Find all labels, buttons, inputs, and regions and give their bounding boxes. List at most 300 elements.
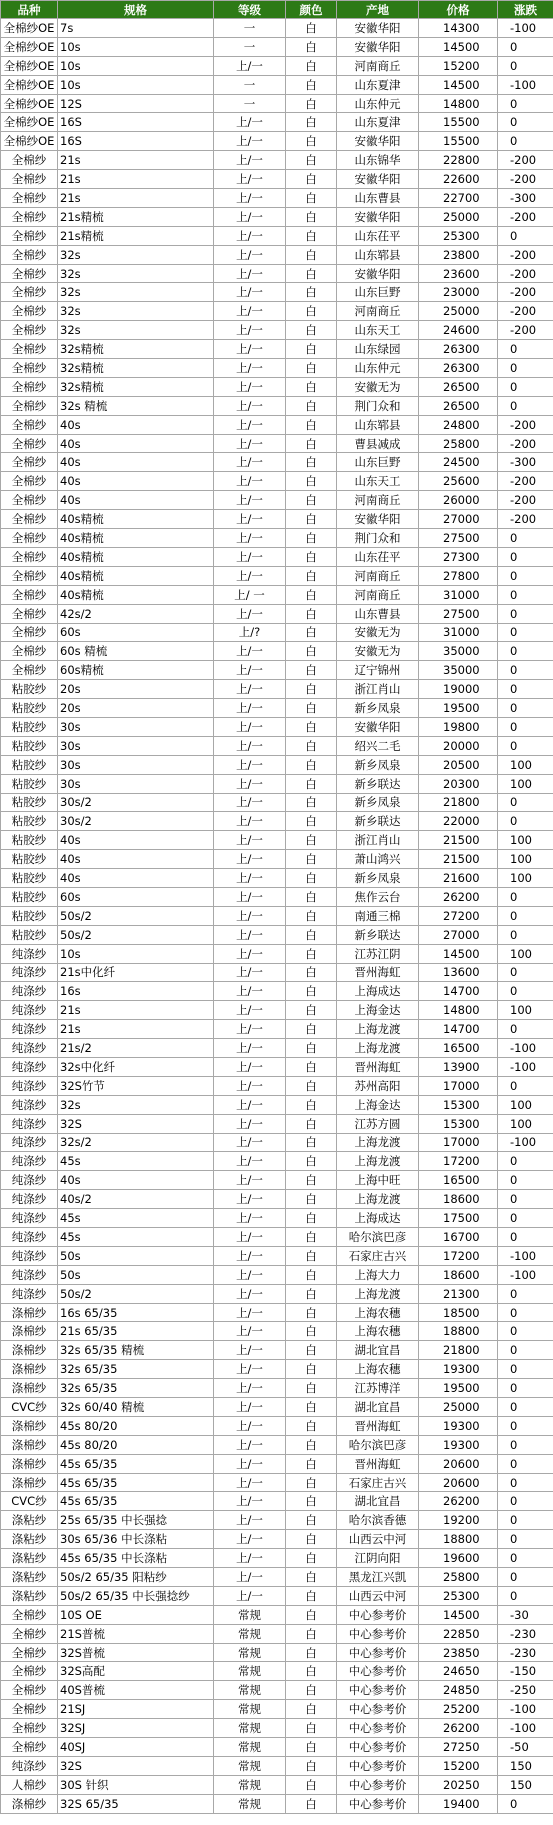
cell-variety: 全棉纱OE <box>1 19 58 38</box>
cell-price: 22000 <box>419 812 498 831</box>
cell-color: 白 <box>286 321 337 340</box>
cell-grade: 上/ 一 <box>214 585 286 604</box>
cell-spec: 40s <box>58 453 214 472</box>
cell-variety: 全棉纱 <box>1 642 58 661</box>
cell-variety: 全棉纱OE <box>1 75 58 94</box>
cell-color: 白 <box>286 1473 337 1492</box>
cell-change: 0 <box>498 359 553 378</box>
cell-origin: 河南商丘 <box>337 302 419 321</box>
table-row <box>1 1662 553 1681</box>
cell-price: 21500 <box>419 850 498 869</box>
table-row <box>1 1265 553 1284</box>
cell-grade: 上/一 <box>214 1228 286 1247</box>
cell-color: 白 <box>286 1794 337 1813</box>
cell-price: 23600 <box>419 264 498 283</box>
cell-variety: 纯涤纱 <box>1 1039 58 1058</box>
header-variety: 品种 <box>1 1 58 19</box>
cell-origin: 山东天工 <box>337 472 419 491</box>
table-row <box>1 1209 553 1228</box>
cell-color: 白 <box>286 1681 337 1700</box>
cell-variety: 涤棉纱 <box>1 1341 58 1360</box>
table-row <box>1 887 553 906</box>
cell-color: 白 <box>286 717 337 736</box>
cell-color: 白 <box>286 869 337 888</box>
cell-origin: 安徽华阳 <box>337 264 419 283</box>
cell-origin: 新乡凤泉 <box>337 793 419 812</box>
cell-price: 13900 <box>419 1057 498 1076</box>
cell-price: 20000 <box>419 736 498 755</box>
cell-grade: 上/一 <box>214 359 286 378</box>
cell-grade: 上/一 <box>214 1549 286 1568</box>
table-row <box>1 19 553 38</box>
cell-change: 0 <box>498 793 553 812</box>
cell-color: 白 <box>286 1322 337 1341</box>
cell-spec: 30s 65/36 中长涤粘 <box>58 1530 214 1549</box>
table-row <box>1 1775 553 1794</box>
cell-price: 23000 <box>419 283 498 302</box>
cell-color: 白 <box>286 529 337 548</box>
cell-origin: 中心参考价 <box>337 1662 419 1681</box>
cell-spec: 21s 65/35 <box>58 1322 214 1341</box>
cell-origin: 江苏方圆 <box>337 1114 419 1133</box>
cell-grade: 上/一 <box>214 189 286 208</box>
cell-grade: 上/一 <box>214 661 286 680</box>
cell-spec: 10s <box>58 75 214 94</box>
cell-price: 15300 <box>419 1095 498 1114</box>
cell-change: 0 <box>498 1303 553 1322</box>
cell-price: 24650 <box>419 1662 498 1681</box>
cell-origin: 安徽华阳 <box>337 132 419 151</box>
table-row <box>1 1379 553 1398</box>
cell-spec: 32S高配 <box>58 1662 214 1681</box>
cell-grade: 上/一 <box>214 1039 286 1058</box>
cell-variety: 粘胶纱 <box>1 699 58 718</box>
cell-change: 0 <box>498 377 553 396</box>
cell-spec: 12S <box>58 94 214 113</box>
cell-origin: 江阴向阳 <box>337 1549 419 1568</box>
cell-color: 白 <box>286 831 337 850</box>
cell-spec: 10s <box>58 944 214 963</box>
cell-variety: 涤棉纱 <box>1 1303 58 1322</box>
cell-origin: 山东巨野 <box>337 453 419 472</box>
cell-grade: 上/一 <box>214 1360 286 1379</box>
table-row <box>1 1076 553 1095</box>
cell-spec: 32S竹节 <box>58 1076 214 1095</box>
cell-price: 20600 <box>419 1454 498 1473</box>
cell-change: 0 <box>498 547 553 566</box>
cell-spec: 21S普梳 <box>58 1624 214 1643</box>
cell-price: 13600 <box>419 963 498 982</box>
cell-grade: 一 <box>214 75 286 94</box>
cell-origin: 河南商丘 <box>337 56 419 75</box>
cell-origin: 上海龙渡 <box>337 1133 419 1152</box>
cell-origin: 新乡联达 <box>337 774 419 793</box>
cell-price: 25000 <box>419 302 498 321</box>
cell-variety: 涤粘纱 <box>1 1568 58 1587</box>
cell-price: 19500 <box>419 699 498 718</box>
cell-color: 白 <box>286 1511 337 1530</box>
cell-change: -100 <box>498 1700 553 1719</box>
header-spec: 规格 <box>58 1 214 19</box>
table-row <box>1 1738 553 1757</box>
cell-origin: 中心参考价 <box>337 1700 419 1719</box>
table-row <box>1 850 553 869</box>
cell-grade: 上/一 <box>214 1379 286 1398</box>
cell-origin: 山东锦华 <box>337 151 419 170</box>
cell-variety: 全棉纱 <box>1 359 58 378</box>
table-row <box>1 623 553 642</box>
cell-grade: 上/一 <box>214 264 286 283</box>
table-row <box>1 736 553 755</box>
table-row <box>1 1039 553 1058</box>
cell-variety: 全棉纱 <box>1 302 58 321</box>
cell-change: 0 <box>498 1435 553 1454</box>
table-row <box>1 1454 553 1473</box>
cell-change: 0 <box>498 1794 553 1813</box>
table-row <box>1 1133 553 1152</box>
table-row <box>1 359 553 378</box>
cell-spec: 32s 65/35 <box>58 1379 214 1398</box>
cell-grade: 常规 <box>214 1794 286 1813</box>
cell-price: 19500 <box>419 1379 498 1398</box>
cell-spec: 40SJ <box>58 1738 214 1757</box>
table-row <box>1 189 553 208</box>
cell-spec: 60s精梳 <box>58 661 214 680</box>
cell-change: 0 <box>498 812 553 831</box>
cell-variety: 人棉纱 <box>1 1775 58 1794</box>
cell-change: 100 <box>498 774 553 793</box>
cell-grade: 上/一 <box>214 1246 286 1265</box>
cell-change: 0 <box>498 132 553 151</box>
table-row <box>1 1530 553 1549</box>
cell-origin: 安徽无为 <box>337 623 419 642</box>
cell-spec: 45s 65/35 <box>58 1454 214 1473</box>
table-row <box>1 340 553 359</box>
cell-color: 白 <box>286 585 337 604</box>
cell-variety: 纯涤纱 <box>1 982 58 1001</box>
cell-change: -200 <box>498 151 553 170</box>
cell-origin: 哈尔滨巴彦 <box>337 1228 419 1247</box>
table-header <box>1 1 553 19</box>
cell-spec: 32s精梳 <box>58 359 214 378</box>
cell-spec: 21s中化纤 <box>58 963 214 982</box>
cell-origin: 江苏博洋 <box>337 1379 419 1398</box>
cell-spec: 30s <box>58 717 214 736</box>
cell-change: -200 <box>498 415 553 434</box>
cell-color: 白 <box>286 359 337 378</box>
cell-grade: 上/一 <box>214 717 286 736</box>
cell-spec: 32s/2 <box>58 1133 214 1152</box>
table-row <box>1 793 553 812</box>
cell-spec: 40s <box>58 434 214 453</box>
cell-color: 白 <box>286 1020 337 1039</box>
cell-change: -100 <box>498 19 553 38</box>
cell-origin: 中心参考价 <box>337 1719 419 1738</box>
cell-origin: 新乡凤泉 <box>337 869 419 888</box>
cell-price: 17200 <box>419 1246 498 1265</box>
table-row <box>1 207 553 226</box>
cell-change: 0 <box>498 1209 553 1228</box>
cell-variety: 纯涤纱 <box>1 1756 58 1775</box>
cell-spec: 50s/2 <box>58 925 214 944</box>
cell-spec: 16S <box>58 132 214 151</box>
cell-variety: 纯涤纱 <box>1 1284 58 1303</box>
cell-grade: 常规 <box>214 1756 286 1775</box>
cell-price: 25200 <box>419 1700 498 1719</box>
cell-variety: 纯涤纱 <box>1 1190 58 1209</box>
cell-spec: 21s精梳 <box>58 226 214 245</box>
cell-color: 白 <box>286 736 337 755</box>
table-row <box>1 1511 553 1530</box>
cell-color: 白 <box>286 37 337 56</box>
cell-origin: 石家庄古兴 <box>337 1246 419 1265</box>
cell-color: 白 <box>286 491 337 510</box>
cell-origin: 中心参考价 <box>337 1681 419 1700</box>
table-row <box>1 56 553 75</box>
cell-change: 0 <box>498 1152 553 1171</box>
cell-grade: 上/一 <box>214 736 286 755</box>
cell-change: 0 <box>498 906 553 925</box>
cell-grade: 常规 <box>214 1719 286 1738</box>
cell-price: 25600 <box>419 472 498 491</box>
cell-change: -200 <box>498 170 553 189</box>
cell-change: 0 <box>498 963 553 982</box>
cell-spec: 32s <box>58 1095 214 1114</box>
cell-price: 17200 <box>419 1152 498 1171</box>
cell-grade: 上/一 <box>214 56 286 75</box>
cell-spec: 32s <box>58 245 214 264</box>
cell-change: -100 <box>498 1133 553 1152</box>
cell-grade: 上/一 <box>214 1076 286 1095</box>
cell-origin: 绍兴二毛 <box>337 736 419 755</box>
cell-change: -250 <box>498 1681 553 1700</box>
cell-price: 19400 <box>419 1794 498 1813</box>
table-row <box>1 1190 553 1209</box>
cell-variety: 全棉纱 <box>1 189 58 208</box>
cell-color: 白 <box>286 755 337 774</box>
cell-price: 16500 <box>419 1039 498 1058</box>
cell-change: -200 <box>498 434 553 453</box>
cell-spec: 32S <box>58 1756 214 1775</box>
cell-spec: 20s <box>58 680 214 699</box>
cell-grade: 上/一 <box>214 1303 286 1322</box>
cell-origin: 曹县减成 <box>337 434 419 453</box>
cell-spec: 10s <box>58 37 214 56</box>
cell-origin: 山东曹县 <box>337 189 419 208</box>
cell-spec: 21s <box>58 189 214 208</box>
table-row <box>1 472 553 491</box>
table-row <box>1 925 553 944</box>
cell-grade: 上/一 <box>214 1511 286 1530</box>
cell-color: 白 <box>286 340 337 359</box>
cell-change: 0 <box>498 1076 553 1095</box>
table-row <box>1 132 553 151</box>
cell-change: -200 <box>498 207 553 226</box>
cell-origin: 晋州海虹 <box>337 1416 419 1435</box>
cell-price: 19600 <box>419 1549 498 1568</box>
cell-change: 0 <box>498 585 553 604</box>
cell-price: 26200 <box>419 1492 498 1511</box>
cell-color: 白 <box>286 1246 337 1265</box>
cell-price: 18600 <box>419 1265 498 1284</box>
cell-origin: 山西云中河 <box>337 1530 419 1549</box>
cell-change: -200 <box>498 510 553 529</box>
cell-color: 白 <box>286 1114 337 1133</box>
cell-variety: 全棉纱 <box>1 1662 58 1681</box>
cell-origin: 浙江肖山 <box>337 831 419 850</box>
cell-grade: 一 <box>214 37 286 56</box>
cell-variety: 全棉纱 <box>1 377 58 396</box>
table-row <box>1 1152 553 1171</box>
cell-origin: 苏州高阳 <box>337 1076 419 1095</box>
table-row <box>1 963 553 982</box>
cell-price: 15200 <box>419 1756 498 1775</box>
cell-grade: 上/一 <box>214 1265 286 1284</box>
cell-color: 白 <box>286 56 337 75</box>
cell-change: 0 <box>498 1511 553 1530</box>
cell-grade: 上/一 <box>214 1114 286 1133</box>
cell-price: 24600 <box>419 321 498 340</box>
cell-origin: 安徽无为 <box>337 642 419 661</box>
cell-color: 白 <box>286 1341 337 1360</box>
cell-origin: 上海中旺 <box>337 1171 419 1190</box>
cell-variety: 全棉纱 <box>1 415 58 434</box>
cell-color: 白 <box>286 415 337 434</box>
cell-price: 22700 <box>419 189 498 208</box>
cell-variety: 全棉纱 <box>1 264 58 283</box>
cell-change: -150 <box>498 1662 553 1681</box>
cell-variety: 全棉纱 <box>1 529 58 548</box>
cell-spec: 32s <box>58 264 214 283</box>
table-row <box>1 453 553 472</box>
cell-color: 白 <box>286 604 337 623</box>
table-row <box>1 1020 553 1039</box>
cell-spec: 32s 65/35 精梳 <box>58 1341 214 1360</box>
cell-change: 0 <box>498 604 553 623</box>
cell-origin: 山东天工 <box>337 321 419 340</box>
cell-variety: 全棉纱 <box>1 585 58 604</box>
cell-price: 14700 <box>419 982 498 1001</box>
cell-spec: 45s 80/20 <box>58 1416 214 1435</box>
cell-color: 白 <box>286 1605 337 1624</box>
cell-spec: 21s <box>58 151 214 170</box>
cell-change: 0 <box>498 340 553 359</box>
cell-grade: 上/一 <box>214 887 286 906</box>
cell-color: 白 <box>286 283 337 302</box>
cell-change: 0 <box>498 1492 553 1511</box>
cell-price: 27000 <box>419 510 498 529</box>
cell-grade: 常规 <box>214 1681 286 1700</box>
cell-grade: 上/一 <box>214 245 286 264</box>
cell-grade: 上/一 <box>214 510 286 529</box>
cell-origin: 辽宁锦州 <box>337 661 419 680</box>
cell-variety: 全棉纱 <box>1 1700 58 1719</box>
cell-change: 0 <box>498 1341 553 1360</box>
cell-spec: 16s 65/35 <box>58 1303 214 1322</box>
cell-color: 白 <box>286 226 337 245</box>
cell-grade: 上/一 <box>214 831 286 850</box>
cell-spec: 40s <box>58 491 214 510</box>
cell-color: 白 <box>286 189 337 208</box>
cell-color: 白 <box>286 434 337 453</box>
cell-origin: 山东茌平 <box>337 226 419 245</box>
cell-price: 19300 <box>419 1435 498 1454</box>
cell-grade: 常规 <box>214 1775 286 1794</box>
cell-change: -230 <box>498 1624 553 1643</box>
cell-variety: 纯涤纱 <box>1 1057 58 1076</box>
cell-color: 白 <box>286 1284 337 1303</box>
cell-price: 26000 <box>419 491 498 510</box>
cell-spec: 20s <box>58 699 214 718</box>
table-row <box>1 1643 553 1662</box>
cell-spec: 30s <box>58 755 214 774</box>
cell-change: -100 <box>498 1719 553 1738</box>
table-row <box>1 1360 553 1379</box>
cell-grade: 上/一 <box>214 925 286 944</box>
cell-color: 白 <box>286 1398 337 1417</box>
cell-grade: 上/一 <box>214 1568 286 1587</box>
cell-color: 白 <box>286 906 337 925</box>
header-row <box>1 1 553 19</box>
cell-color: 白 <box>286 944 337 963</box>
cell-variety: 全棉纱 <box>1 170 58 189</box>
cell-price: 20300 <box>419 774 498 793</box>
cell-origin: 荆门众和 <box>337 396 419 415</box>
cell-variety: 纯涤纱 <box>1 1095 58 1114</box>
cell-spec: 40s精梳 <box>58 547 214 566</box>
cell-price: 17000 <box>419 1076 498 1095</box>
cell-origin: 山东绿园 <box>337 340 419 359</box>
cell-change: -300 <box>498 453 553 472</box>
cell-change: -100 <box>498 1057 553 1076</box>
cell-color: 白 <box>286 1228 337 1247</box>
cell-variety: 纯涤纱 <box>1 1114 58 1133</box>
cell-variety: 全棉纱 <box>1 453 58 472</box>
cell-variety: 全棉纱 <box>1 510 58 529</box>
cell-variety: 涤棉纱 <box>1 1454 58 1473</box>
table-row <box>1 1246 553 1265</box>
cell-grade: 上/? <box>214 623 286 642</box>
cell-variety: 全棉纱 <box>1 491 58 510</box>
cell-change: 0 <box>498 925 553 944</box>
cell-origin: 哈尔滨巴彦 <box>337 1435 419 1454</box>
table-row <box>1 1756 553 1775</box>
cell-spec: 10s <box>58 56 214 75</box>
cell-spec: 40s精梳 <box>58 585 214 604</box>
cell-color: 白 <box>286 472 337 491</box>
cell-spec: 60s 精梳 <box>58 642 214 661</box>
cell-spec: 50s/2 65/35 中长强捻纱 <box>58 1586 214 1605</box>
cell-change: 100 <box>498 831 553 850</box>
table-row <box>1 1492 553 1511</box>
cell-price: 22800 <box>419 151 498 170</box>
table-row <box>1 1473 553 1492</box>
cell-origin: 浙江肖山 <box>337 680 419 699</box>
header-price: 价格 <box>419 1 498 19</box>
table-row <box>1 75 553 94</box>
table-row <box>1 547 553 566</box>
cell-grade: 一 <box>214 94 286 113</box>
cell-spec: 45s 80/20 <box>58 1435 214 1454</box>
cell-grade: 上/一 <box>214 812 286 831</box>
cell-change: 0 <box>498 1171 553 1190</box>
cell-change: 0 <box>498 1020 553 1039</box>
cell-color: 白 <box>286 1700 337 1719</box>
cell-change: 0 <box>498 1586 553 1605</box>
table-row <box>1 491 553 510</box>
table-row <box>1 321 553 340</box>
cell-origin: 晋州海虹 <box>337 1454 419 1473</box>
